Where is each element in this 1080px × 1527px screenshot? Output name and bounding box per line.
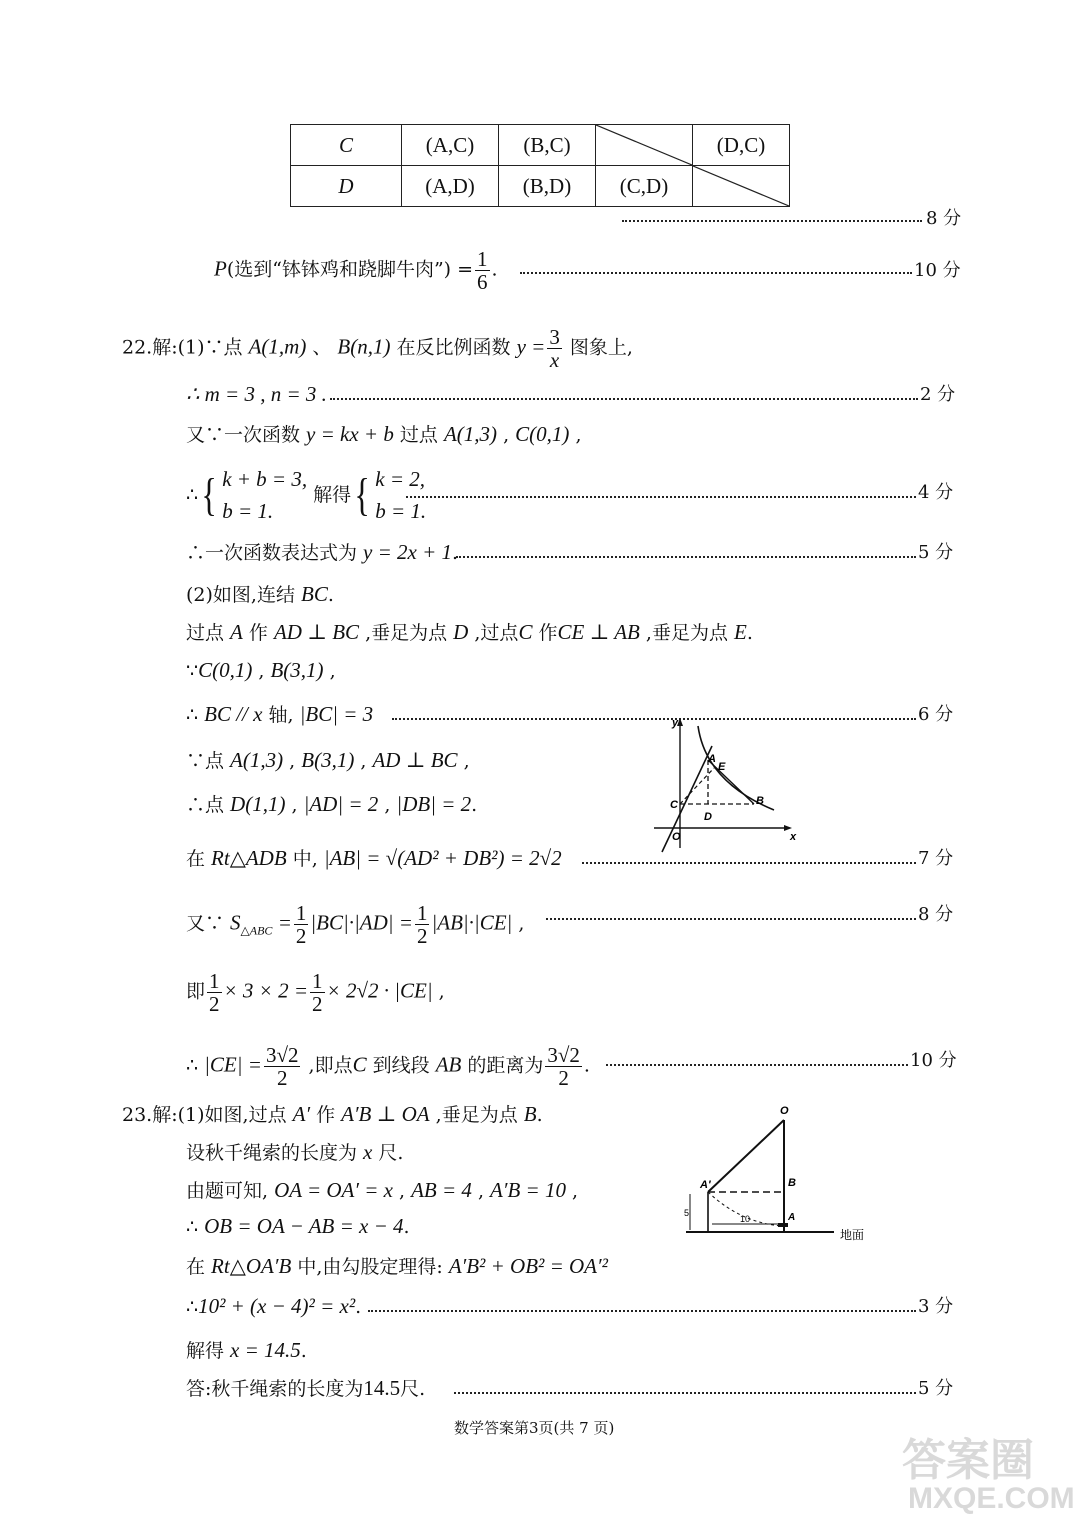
- leader-dots: [546, 918, 916, 920]
- math: A(1,3): [230, 748, 284, 772]
- q22-line-5: [186, 540, 458, 565]
- frac-num: 1: [295, 901, 307, 925]
- watermark-logo: 答案圈: [902, 1436, 1034, 1485]
- frac-den: 6: [477, 270, 488, 294]
- text: 在: [186, 1256, 212, 1278]
- swing-figure: [682, 1100, 872, 1248]
- math: Rt△ADB: [211, 846, 287, 870]
- text: ,: [569, 424, 582, 446]
- q23-line-5: [186, 1254, 608, 1279]
- leader-dots: [622, 220, 922, 222]
- text: 轴,: [262, 704, 300, 726]
- math: C: [352, 1052, 367, 1077]
- text: ∵点: [186, 750, 231, 772]
- math: BC // x: [204, 702, 263, 726]
- frac-num: 1: [209, 969, 220, 993]
- math: AD ⊥ BC: [273, 620, 360, 644]
- table-cell: (B,C): [499, 125, 596, 166]
- q23-line-3: [186, 1178, 578, 1203]
- row-head: C: [291, 125, 402, 166]
- text: 图象上,: [563, 336, 633, 359]
- text: 在: [186, 848, 212, 870]
- q22-line-6: [186, 582, 334, 607]
- text: .: [300, 1340, 307, 1362]
- eq: k + b = 3,: [222, 467, 308, 491]
- text: 设秋千绳索的长度为: [186, 1142, 364, 1164]
- leader-dots: [456, 556, 916, 558]
- prob-text: (选到“钵钵鸡和跷脚牛肉”) =: [226, 258, 474, 281]
- frac-den: 2: [209, 992, 220, 1016]
- text: 尺.: [372, 1142, 404, 1164]
- table-cell: (B,D): [499, 166, 596, 207]
- frac-den: 2: [312, 992, 323, 1016]
- math: B: [523, 1102, 537, 1126]
- q22-line-15: [186, 1044, 590, 1089]
- text: ∴: [186, 1216, 205, 1238]
- math: x: [363, 1140, 373, 1164]
- math: y =: [516, 334, 546, 359]
- label-A-prime: A′: [700, 1179, 711, 1191]
- math: y = kx + b: [306, 422, 394, 446]
- diagonal-cell: [596, 125, 693, 166]
- label-O: O: [672, 831, 681, 843]
- text: ,: [457, 750, 470, 772]
- q22-line-12: [186, 846, 562, 871]
- text: .: [327, 584, 334, 606]
- math: A′B² + OB² = OA′²: [448, 1254, 608, 1278]
- text: 的距离为: [461, 1054, 544, 1077]
- label-E: E: [718, 761, 726, 773]
- text: ∴: [186, 1054, 205, 1077]
- score: 5 分: [918, 542, 954, 563]
- q22-line-7: [186, 620, 753, 645]
- frac-den: 2: [295, 924, 307, 948]
- math: × 2√2 · |CE|: [326, 978, 433, 1003]
- q22-line-10: [186, 748, 470, 773]
- label-y: y: [672, 717, 679, 729]
- fraction: [294, 902, 309, 947]
- label-B: B: [756, 795, 764, 807]
- text: .: [583, 1054, 590, 1077]
- math: y = 2x + 1: [363, 540, 453, 564]
- text: 在反比例函数: [390, 336, 517, 359]
- text: ∵: [186, 660, 199, 682]
- text: ,: [354, 750, 373, 772]
- score: 8 分: [918, 904, 954, 925]
- math: A(1,3): [443, 422, 498, 446]
- math: Rt△OA′B: [211, 1254, 292, 1278]
- text: ,: [252, 660, 271, 682]
- eq: k = 2,: [375, 467, 425, 491]
- text: ,: [512, 912, 525, 935]
- text: ,: [392, 1180, 412, 1202]
- table-row: [291, 166, 790, 207]
- text: 由题可知,: [186, 1180, 275, 1202]
- text: 22.解:(1)∵点: [122, 336, 249, 359]
- frac-den: 2: [558, 1066, 569, 1090]
- text: ∴: [186, 1296, 199, 1318]
- math: C(0,1): [515, 422, 570, 446]
- q22-line-1: [122, 326, 633, 371]
- q23-line-4: [186, 1214, 410, 1239]
- text: ,: [283, 750, 302, 772]
- frac-den: 2: [416, 924, 428, 948]
- math: AB = 4: [411, 1178, 472, 1202]
- math: B(3,1): [301, 748, 355, 772]
- table-cell: (D,C): [693, 125, 790, 166]
- diagonal-line: [596, 125, 692, 165]
- frac-den: 2: [276, 1066, 288, 1090]
- text: ,过点: [468, 622, 519, 644]
- brace: {: [201, 469, 217, 520]
- text: 解得: [307, 484, 352, 506]
- text: ∴一次函数表达式为: [186, 542, 364, 564]
- equation-system: [222, 463, 307, 527]
- score: 6 分: [918, 704, 954, 725]
- q22-line-4: [186, 462, 426, 527]
- score: 4 分: [918, 482, 954, 503]
- math: |AB|·|CE|: [431, 910, 513, 935]
- page-footer: 数学答案第3页(共 7 页): [454, 1419, 615, 1437]
- q23-line-7: [186, 1338, 307, 1363]
- segment-AB: [708, 760, 754, 804]
- frac-num: 3√2: [547, 1043, 580, 1067]
- math: E: [733, 620, 747, 644]
- label-O: O: [780, 1105, 789, 1117]
- leader-dots: [582, 862, 916, 864]
- math: |AD| = 2: [303, 792, 379, 816]
- text: ,即点: [302, 1054, 353, 1077]
- fraction: [207, 970, 222, 1015]
- q22-line-11: [186, 792, 477, 817]
- math: D: [453, 620, 469, 644]
- diagonal-line: [693, 166, 789, 206]
- leader-dots: [520, 272, 912, 274]
- q23-line-2: [186, 1140, 403, 1165]
- frac-num: 3√2: [265, 1043, 299, 1067]
- text: ,: [497, 424, 516, 446]
- text: ,垂足为点: [429, 1104, 524, 1126]
- fraction: [545, 1044, 582, 1089]
- text: ,: [432, 980, 445, 1003]
- function-graph-figure: [650, 716, 806, 856]
- math: A(1,m): [248, 334, 307, 359]
- fraction: [310, 970, 325, 1015]
- math: 14.5: [363, 1376, 401, 1400]
- brace: {: [354, 469, 370, 520]
- frac-num: 1: [416, 901, 428, 925]
- q22-line-8: [186, 658, 336, 683]
- math: C(0,1): [198, 658, 253, 682]
- table-cell: (A,D): [402, 166, 499, 207]
- text: 中,由勾股定理得:: [291, 1256, 449, 1278]
- fraction: [415, 902, 430, 947]
- text: ,垂足为点: [639, 622, 734, 644]
- equation-system: [375, 463, 426, 527]
- text: ,: [323, 660, 336, 682]
- label-A: A: [788, 1212, 796, 1223]
- score: 3 分: [918, 1296, 954, 1317]
- text: 答:秋千绳索的长度为: [186, 1378, 364, 1400]
- row-head: D: [291, 166, 402, 207]
- text: .: [536, 1104, 543, 1126]
- fraction: [264, 1044, 301, 1089]
- math: CE ⊥ AB: [557, 620, 640, 644]
- math: |DB| = 2: [396, 792, 472, 816]
- text: 尺.: [400, 1378, 426, 1400]
- score: 10 分: [914, 260, 961, 281]
- math: C: [518, 620, 533, 644]
- math: B(3,1): [270, 658, 324, 682]
- text: ∴: [186, 704, 205, 726]
- fraction: [475, 248, 490, 293]
- score: 2 分: [920, 384, 956, 405]
- math: A: [230, 620, 243, 644]
- text: .: [452, 542, 459, 564]
- table-cell: (A,C): [402, 125, 499, 166]
- math: |BC| = 3: [299, 702, 374, 726]
- text: ,: [378, 794, 397, 816]
- q22-line-14: [186, 970, 445, 1015]
- math: =: [272, 910, 292, 935]
- fraction: [547, 326, 562, 371]
- q22-line-9: [186, 702, 373, 727]
- text: 又∵一次函数: [186, 424, 307, 446]
- score: 7 分: [918, 848, 954, 869]
- math: |AB| = √(AD² + DB²) = 2√2: [323, 846, 562, 870]
- leader-dots: [368, 1310, 916, 1312]
- q22-line-2: ∴ m = 3 , n = 3 .: [186, 382, 327, 406]
- text: 过点: [393, 424, 444, 446]
- frac-num: 3: [549, 325, 560, 349]
- text: .: [746, 622, 753, 644]
- seat: [778, 1223, 788, 1227]
- q22-line-3: [186, 422, 582, 447]
- probability-line: [214, 248, 498, 293]
- label-x: x: [790, 831, 797, 843]
- label-C: C: [670, 799, 678, 811]
- prob-tail: .: [491, 258, 498, 281]
- math: S: [230, 910, 241, 935]
- text: .: [471, 794, 478, 816]
- subscript: △ABC: [240, 923, 273, 938]
- leader-dots: [606, 1064, 908, 1066]
- text: 、: [306, 336, 338, 359]
- math: A′: [292, 1102, 311, 1126]
- segment-CE: [680, 768, 714, 804]
- text: 23.解:(1)如图,过点: [122, 1104, 293, 1126]
- math: BC: [301, 582, 328, 606]
- text: ,: [565, 1180, 579, 1202]
- math: x = 14.5: [230, 1338, 301, 1362]
- label-5: 5: [684, 1208, 690, 1218]
- math: A′B = 10: [490, 1178, 566, 1202]
- q23-line-6: [186, 1294, 361, 1319]
- text: 即: [186, 980, 206, 1003]
- leader-dots: [330, 398, 918, 400]
- text: ,: [471, 1180, 491, 1202]
- label-B: B: [788, 1177, 796, 1189]
- text: ,垂足为点: [359, 622, 454, 644]
- frac-den: x: [549, 348, 560, 372]
- math: AB: [435, 1052, 462, 1077]
- label-ground: 地面: [840, 1228, 865, 1242]
- math: A′B ⊥ OA: [341, 1102, 430, 1126]
- text: 又∵: [186, 912, 231, 935]
- text: 作: [532, 622, 558, 644]
- math: D(1,1): [230, 792, 286, 816]
- q23-line-8: [186, 1376, 425, 1401]
- label-A: A: [708, 753, 716, 765]
- text: .: [355, 1296, 362, 1318]
- text: ∴: [186, 484, 199, 506]
- text: 到线段: [366, 1054, 436, 1077]
- score: 10 分: [910, 1050, 957, 1071]
- text: 作: [242, 622, 274, 644]
- table-row: [291, 125, 790, 166]
- math: 10² + (x − 4)² = x²: [198, 1294, 356, 1318]
- table-cell: (C,D): [596, 166, 693, 207]
- text: ,: [285, 794, 304, 816]
- probability-table: [290, 124, 790, 207]
- text: 中,: [286, 848, 324, 870]
- math: |CE| =: [204, 1052, 262, 1077]
- text: 过点: [186, 622, 231, 644]
- leader-dots: [406, 496, 916, 498]
- math: OB = OA − AB = x − 4: [204, 1214, 404, 1238]
- math: OA = OA′ = x: [274, 1178, 393, 1202]
- diagonal-cell: [693, 166, 790, 207]
- text: (2)如图,连结: [186, 584, 301, 606]
- leader-dots: [454, 1392, 916, 1394]
- math: |BC|·|AD| =: [310, 910, 413, 935]
- frac-num: 1: [312, 969, 323, 993]
- q22-line-13: [186, 902, 524, 947]
- rope-OA-prime: [708, 1120, 784, 1192]
- math: × 3 × 2 =: [223, 978, 309, 1003]
- score: 8 分: [926, 208, 962, 229]
- text: .: [403, 1216, 410, 1238]
- math: B(n,1): [337, 334, 391, 359]
- eq: b = 1.: [375, 499, 427, 523]
- frac-num: 1: [477, 247, 488, 271]
- text: 解得: [186, 1340, 231, 1362]
- label-10: 10: [740, 1214, 751, 1224]
- score: 5 分: [918, 1378, 954, 1399]
- eq: b = 1.: [222, 499, 274, 523]
- label-D: D: [704, 811, 712, 823]
- prob-lead: P: [214, 256, 227, 281]
- q23-line-1: [122, 1102, 543, 1127]
- watermark-url: MXQE.COM: [908, 1482, 1075, 1515]
- text: ∴点: [186, 794, 231, 816]
- math: AD ⊥ BC: [372, 748, 458, 772]
- text: 作: [310, 1104, 342, 1126]
